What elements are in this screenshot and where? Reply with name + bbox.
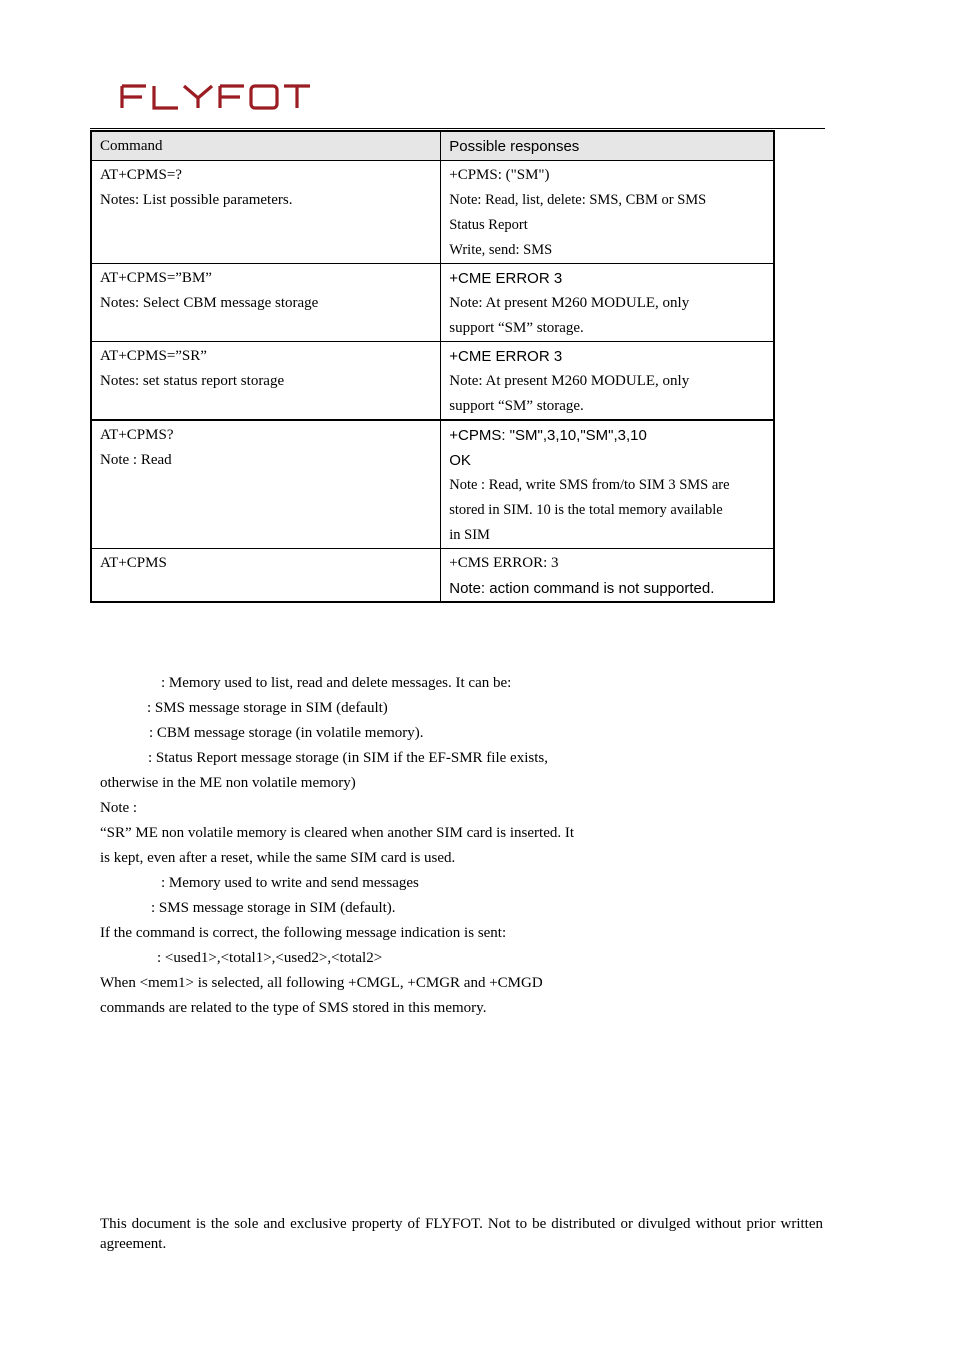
- response-text: +CPMS: ("SM"): [449, 167, 550, 183]
- response-cell: [441, 549, 774, 603]
- body-line: : SMS message storage in SIM (default).: [151, 900, 396, 916]
- response-note: support “SM” storage.: [449, 398, 584, 414]
- command-text: AT+CPMS=”SR”: [100, 348, 207, 364]
- body-line: : Memory used to write and send messages: [161, 875, 419, 891]
- table-row: [91, 264, 774, 342]
- command-note: Notes: Select CBM message storage: [100, 295, 319, 311]
- response-note: Write, send: SMS: [449, 242, 553, 258]
- command-cell: [91, 264, 441, 342]
- table-header-row: [91, 131, 774, 161]
- response-note: in SIM: [449, 527, 490, 543]
- response-note: Note: action command is not supported.: [449, 580, 715, 597]
- table-row: [91, 420, 774, 549]
- response-note: Status Report: [449, 217, 528, 233]
- table-row: [91, 342, 774, 421]
- body-line: Note :: [100, 800, 138, 816]
- response-text: +CME ERROR 3: [449, 348, 563, 365]
- command-note: Notes: set status report storage: [100, 373, 285, 389]
- response-note: Note: Read, list, delete: SMS, CBM or SMS: [449, 192, 707, 208]
- body-line: If the command is correct, the following message indication is sent:: [100, 925, 507, 941]
- response-text: +CPMS: "SM",3,10,"SM",3,10: [449, 427, 647, 444]
- command-cell: [91, 342, 441, 421]
- body-line: : <used1>,<total1>,<used2>,<total2>: [157, 950, 383, 966]
- response-note: Note : Read, write SMS from/to SIM 3 SMS are: [449, 477, 730, 493]
- response-cell: [441, 264, 774, 342]
- body-line: When <mem1> is selected, all following +CMGL, +CMGR and +CMGD: [100, 975, 543, 991]
- flyfot-logo: [118, 78, 318, 114]
- response-note: support “SM” storage.: [449, 320, 584, 336]
- body-line: otherwise in the ME non volatile memory): [100, 775, 356, 791]
- svg-text:FLYFOT: FLYFOT: [118, 78, 122, 79]
- response-note: Note: At present M260 MODULE, only: [449, 295, 690, 311]
- response-cell: [441, 420, 774, 549]
- body-line: is kept, even after a reset, while the same SIM card is used.: [100, 850, 456, 866]
- command-text: AT+CPMS=”BM”: [100, 270, 212, 286]
- response-note: stored in SIM. 10 is the total memory available: [449, 502, 723, 518]
- command-text: AT+CPMS: [100, 555, 167, 571]
- column-header-responses: Possible responses: [441, 131, 774, 161]
- command-text: AT+CPMS=?: [100, 167, 182, 183]
- command-cell: [91, 161, 441, 264]
- response-note: Note: At present M260 MODULE, only: [449, 373, 690, 389]
- body-line: : Status Report message storage (in SIM if the EF-SMR file exists,: [148, 750, 548, 766]
- parameter-description: [100, 671, 660, 1021]
- command-table: [90, 130, 775, 603]
- response-text: +CMS ERROR: 3: [449, 555, 559, 571]
- column-header-command: Command: [91, 131, 441, 161]
- body-line: : CBM message storage (in volatile memory).: [149, 725, 424, 741]
- response-text: +CME ERROR 3: [449, 270, 563, 287]
- command-cell: [91, 549, 441, 603]
- command-note: Notes: List possible parameters.: [100, 192, 293, 208]
- command-cell: [91, 420, 441, 549]
- header-rule: [90, 128, 825, 129]
- body-line: : Memory used to list, read and delete messages. It can be:: [161, 675, 512, 691]
- table-row: [91, 549, 774, 603]
- response-text: OK: [449, 452, 471, 469]
- table-row: [91, 161, 774, 264]
- command-text: AT+CPMS?: [100, 427, 174, 443]
- footer-disclaimer: This document is the sole and exclusive property of FLYFOT. Not to be distributed or divulged without prior written agreement.: [100, 1216, 823, 1252]
- body-line: “SR” ME non volatile memory is cleared when another SIM card is inserted. It: [100, 825, 575, 841]
- command-note: Note : Read: [100, 452, 172, 468]
- response-cell: [441, 161, 774, 264]
- body-line: : SMS message storage in SIM (default): [147, 700, 388, 716]
- body-line: commands are related to the type of SMS stored in this memory.: [100, 1000, 487, 1016]
- response-cell: [441, 342, 774, 421]
